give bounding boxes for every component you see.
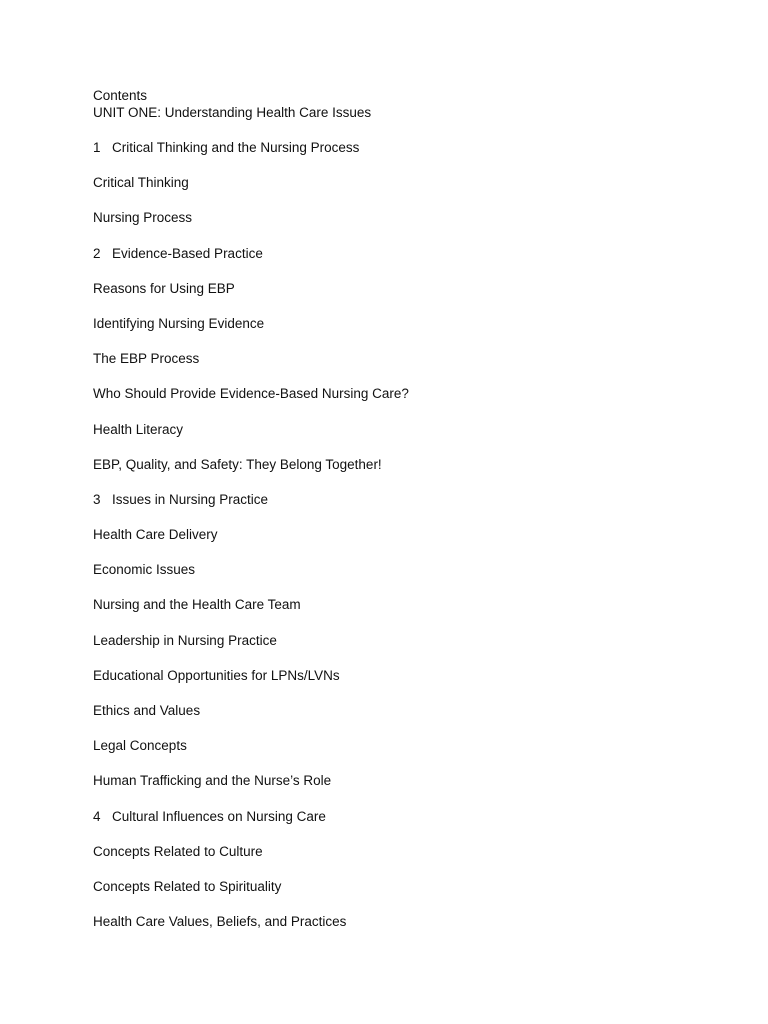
toc-section: Human Trafficking and the Nurse’s Role [93,773,332,789]
chapter-title: Cultural Influences on Nursing Care [112,808,326,824]
toc-section: Health Care Delivery [93,527,218,543]
toc-chapter [93,139,733,156]
toc-section: Critical Thinking [93,175,189,191]
toc-section: Identifying Nursing Evidence [93,315,265,331]
chapter-number: 4 [93,808,101,824]
toc-section: Ethics and Values [93,703,201,718]
toc-section: Educational Opportunities for LPNs/LVNs [93,667,340,683]
toc-section: Economic Issues [93,562,196,578]
toc-section: Leadership in Nursing Practice [93,632,277,648]
toc-section: Concepts Related to Culture [93,843,263,859]
toc-section: Health Literacy [93,421,184,437]
toc-section: Nursing and the Health Care Team [93,597,301,613]
contents-heading: Contents [93,88,148,103]
toc-section: Nursing Process [93,210,193,226]
table-of-contents [93,139,733,930]
toc-chapter [93,245,733,262]
chapter-number: 2 [93,245,101,261]
toc-section: Legal Concepts [93,738,187,754]
document-page [93,87,733,948]
toc-section: EBP, Quality, and Safety: They Belong Together! [93,456,382,472]
chapter-title: Evidence-Based Practice [112,245,263,261]
unit-title: UNIT ONE: Understanding Health Care Issues [93,105,372,120]
chapter-title: Issues in Nursing Practice [112,491,269,507]
toc-section: Health Care Values, Beliefs, and Practices [93,914,347,930]
toc-section: The EBP Process [93,351,200,367]
toc-chapter [93,491,733,508]
chapter-number: 3 [93,491,101,507]
toc-section: Concepts Related to Spirituality [93,878,282,894]
chapter-number: 1 [93,140,101,155]
toc-section: Who Should Provide Evidence-Based Nursing Care? [93,386,409,402]
chapter-title: Critical Thinking and the Nursing Process [112,140,360,155]
toc-section: Reasons for Using EBP [93,280,235,296]
toc-chapter [93,808,733,825]
